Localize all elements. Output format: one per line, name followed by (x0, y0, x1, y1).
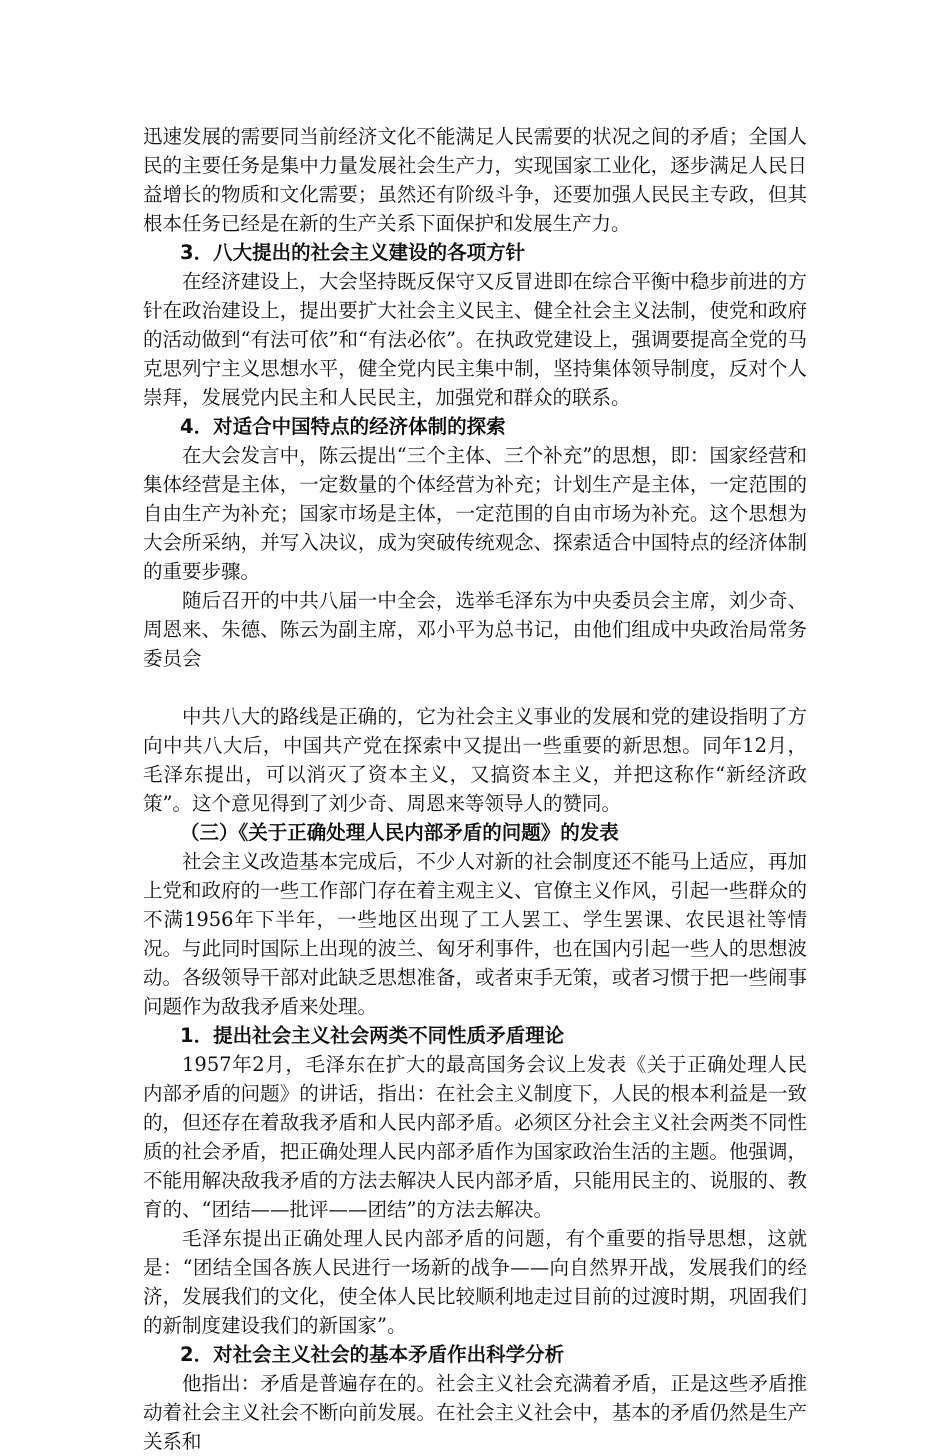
body-paragraph: 社会主义改造基本完成后，不少人对新的社会制度还不能马上适应，再加上党和政府的一些工作部门存在着主观主义、官僚主义作风，引起一些群众的不满1956年下半年，一些地区出现了工人罢工、学生罢课、农民退社等情况。与此同时国际上出现的波兰、匈牙利事件，也在国内引起一些人的思想波动。各级领导干部对此缺乏思想准备，或者束手无策，或者习惯于把一些闹事问题作为敌我矛盾来处理。 (143, 850, 807, 1018)
body-paragraph: 毛泽东提出正确处理人民内部矛盾的问题，有个重要的指导思想，这就是：“团结全国各族人民进行一场新的战争——向自然界开战，发展我们的经济，发展我们的文化，使全体人民比较顺利地走过目前的过渡时期，巩固我们的新制度建设我们的新国家”。 (143, 1227, 807, 1337)
section-heading: 4．对适合中国特点的经济体制的探索 (180, 415, 506, 438)
body-paragraph: 在大会发言中，陈云提出“三个主体、三个补充”的思想，即：国家经营和集体经营是主体，一定数量的个体经营为补充；计划生产是主体，一定范围的自由生产为补充；国家市场是主体，一定范围的自由市场为补充。这个思想为大会所采纳，并写入决议，成为突破传统观念、探索适合中国特点的经济体制的重要步骤。 (143, 444, 807, 583)
document-page (143, 122, 807, 1456)
body-paragraph: 中共八大的路线是正确的，它为社会主义事业的发展和党的建设指明了方向中共八大后，中国共产党在探索中又提出一些重要的新思想。同年12月，毛泽东提出，可以消灭了资本主义，又搞资本主义，并把这称作“新经济政策”。这个意见得到了刘少奇、周恩来等领导人的赞同。 (143, 705, 807, 815)
body-paragraph: 在经济建设上，大会坚持既反保守又反冒进即在综合平衡中稳步前进的方针在政治建设上，提出要扩大社会主义民主、健全社会主义法制，使党和政府的活动做到“有法可依”和“有法必依”。在执政党建设上，强调要提高全党的马克思列宁主义思想水平，健全党内民主集中制，坚持集体领导制度，反对个人崇拜，发展党内民主和人民民主，加强党和群众的联系。 (143, 270, 807, 409)
paragraph-gap (143, 673, 807, 702)
body-paragraph: 1957年2月，毛泽东在扩大的最高国务会议上发表《关于正确处理人民内部矛盾的问题》的讲话，指出：在社会主义制度下，人民的根本利益是一致的，但还存在着敌我矛盾和人民内部矛盾。必须区分社会主义社会两类不同性质的社会矛盾，把正确处理人民内部矛盾作为国家政治生活的主题。他强调，不能用解决敌我矛盾的方法去解决人民内部矛盾，只能用民主的、说服的、教育的、“团结——批评——团结”的方法去解决。 (143, 1053, 807, 1221)
body-paragraph: 随后召开的中共八届一中全会，选举毛泽东为中央委员会主席，刘少奇、周恩来、朱德、陈云为副主席，邓小平为总书记，由他们组成中央政治局常务委员会 (143, 589, 807, 670)
section-heading: 2．对社会主义社会的基本矛盾作出科学分析 (180, 1343, 565, 1366)
body-paragraph: 迅速发展的需要同当前经济文化不能满足人民需要的状况之间的矛盾；全国人民的主要任务是集中力量发展社会生产力，实现国家工业化，逐步满足人民日益增长的物质和文化需要；虽然还有阶级斗争，还要加强人民民主专政，但其根本任务已经是在新的生产关系下面保护和发展生产力。 (143, 125, 807, 235)
section-heading: （三）《关于正确处理人民内部矛盾的问题》的发表 (180, 821, 619, 844)
section-heading: 3．八大提出的社会主义建设的各项方针 (180, 241, 526, 264)
section-heading: 1．提出社会主义社会两类不同性质矛盾理论 (180, 1024, 565, 1047)
body-paragraph: 他指出：矛盾是普遍存在的。社会主义社会充满着矛盾，正是这些矛盾推动着社会主义社会不断向前发展。在社会主义社会中，基本的矛盾仍然是生产关系和 (143, 1372, 807, 1453)
